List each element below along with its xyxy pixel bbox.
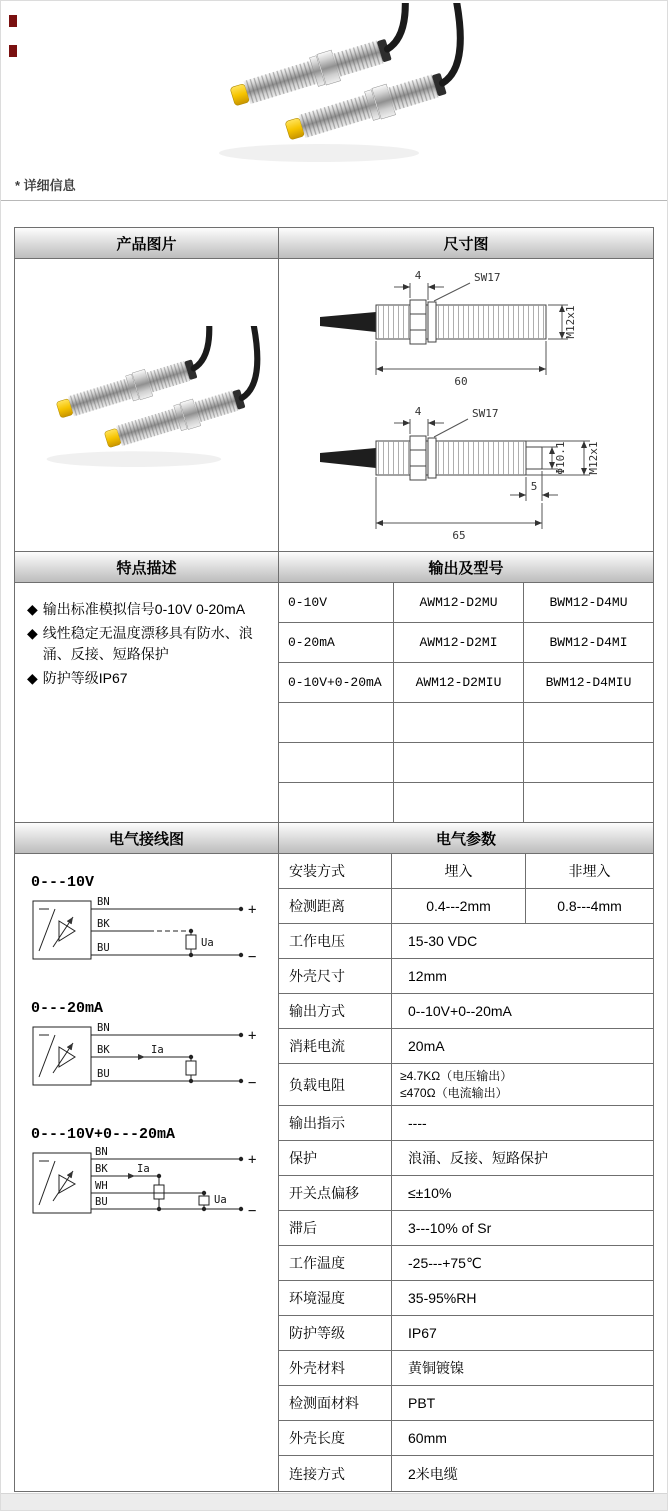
param-row [279,1029,653,1064]
terminal-plus-label: + [248,1152,257,1168]
model-row [279,783,653,822]
model-row [279,663,653,703]
sensor-photo-illustration-small [16,326,278,484]
diamond-bullet-icon: ◆ [27,670,38,686]
param-label: 连接方式 [279,1456,392,1491]
dimension-drawing-flush [306,265,626,397]
section2-body [15,583,653,823]
terminal-plus-label: + [248,1028,257,1044]
param-label: 防护等级 [279,1316,392,1350]
header-features: 特点描述 [15,552,279,582]
param-value: 0--10V+0--20mA [408,1003,512,1019]
diamond-bullet-icon: ◆ [27,625,38,641]
wire-label-bk: BK [95,1163,108,1175]
detail-info-label: * 详细信息 [15,178,76,193]
model-row [279,623,653,663]
wire-label-bu: BU [97,1068,110,1080]
load-resistor-shape [199,1196,209,1205]
param-label: 外壳长度 [279,1421,392,1455]
section3-header-row [15,823,653,854]
wiring-title-current: 0---20mA [31,1000,104,1017]
param-label: 负载电阻 [279,1064,392,1105]
dim-label-tip-length: 5 [530,480,538,493]
header-output-models: 输出及型号 [279,552,653,582]
model-number [524,743,653,782]
param-row [279,1421,653,1456]
param-value: -25---+75℃ [408,1254,482,1271]
param-value [392,1064,653,1105]
param-label: 消耗电流 [279,1029,392,1063]
load-resistor-shape [186,935,196,949]
load-resistor-shape [186,1061,196,1075]
wire-label-wh: WH [95,1180,108,1192]
page-footer-strip [1,1493,667,1510]
wiring-diagram-cell [15,854,279,1491]
model-number [394,743,524,782]
current-label-ia: Ia [151,1044,164,1056]
model-number: AWM12-D2MI [394,623,524,662]
feature-item [27,668,268,689]
feature-item [27,599,268,620]
param-row [279,1316,653,1351]
param-label: 检测面材料 [279,1386,392,1420]
param-label: 开关点偏移 [279,1176,392,1210]
param-label: 输出方式 [279,994,392,1028]
dim-label-gap: 4 [414,405,422,418]
param-row [279,924,653,959]
load-resistor-shape [154,1185,164,1199]
electrical-params-table [279,854,653,1491]
param-row [279,1064,653,1106]
param-value: 黄铜镀镍 [408,1360,464,1376]
dim-label-sw17: SW17 [474,271,501,284]
param-row [279,1176,653,1211]
feature-item [27,623,268,665]
header-wiring-diagram: 电气接线图 [15,823,279,853]
dim-label-length: 65 [452,529,466,542]
wire-label-bu: BU [95,1196,108,1208]
param-row [279,1386,653,1421]
dim-label-thread: M12x1 [587,441,600,475]
param-label: 输出指示 [279,1106,392,1140]
param-value: 0.8---4mm [557,898,622,914]
param-row [279,889,653,924]
dim-label-sw17: SW17 [472,407,499,420]
terminal-minus-label: − [248,1203,257,1219]
wire-label-bn: BN [95,1146,108,1158]
param-row [279,959,653,994]
spec-table [14,227,654,1492]
param-label: 检测距离 [279,889,392,923]
param-value: 20mA [408,1038,445,1054]
section1-body [15,259,653,552]
model-output-type: 0-10V+0-20mA [279,663,394,702]
param-value: IP67 [408,1325,437,1341]
param-value: 埋入 [392,854,526,888]
feature-text: 防护等级IP67 [42,670,128,686]
param-label: 工作温度 [279,1246,392,1280]
param-label: 滞后 [279,1211,392,1245]
section2-header-row [15,552,653,583]
model-row [279,703,653,743]
param-label: 外壳尺寸 [279,959,392,993]
param-value: 0.4---2mm [392,889,526,923]
param-label: 保护 [279,1141,392,1175]
sensor-photo-illustration [184,3,484,173]
red-bullet-marker [9,45,17,57]
param-label: 外壳材料 [279,1351,392,1385]
divider-line [1,200,667,201]
model-number [524,783,653,822]
terminal-minus-label: − [248,949,257,965]
param-value: PBT [408,1395,436,1411]
model-output-type: 0-10V [279,583,394,622]
sensing-tip-shape [526,447,542,469]
diamond-bullet-icon: ◆ [27,601,38,617]
terminal-plus-label: + [248,902,257,918]
features-cell [15,583,279,822]
wiring-title-combined: 0---10V+0---20mA [31,1126,176,1143]
param-row [279,1141,653,1176]
dim-label-tip-diameter: Φ10.1 [554,441,567,475]
param-value: 非埋入 [568,863,611,879]
model-number: AWM12-D2MIU [394,663,524,702]
product-image-cell [15,259,279,551]
model-number: AWM12-D2MU [394,583,524,622]
output-models-table [279,583,653,823]
param-row [279,1246,653,1281]
load-label-ua: Ua [214,1194,227,1206]
param-value: 15-30 VDC [408,933,478,949]
param-label: 安装方式 [279,854,392,888]
model-number [394,783,524,822]
param-row [279,1211,653,1246]
param-value: ---- [408,1115,427,1131]
model-output-type: 0-20mA [279,623,394,662]
param-row [279,994,653,1029]
model-number: BWM12-D4MI [549,635,628,650]
param-label: 环境湿度 [279,1281,392,1315]
model-output-type [279,783,394,822]
terminal-minus-label: − [248,1075,257,1091]
model-output-type [279,743,394,782]
wire-label-bn: BN [97,896,110,908]
param-value: 2米电缆 [408,1465,458,1482]
wire-label-bn: BN [97,1022,110,1034]
dim-label-gap: 4 [414,269,422,282]
wiring-diagram-combined [29,1145,264,1245]
wire-label-bk: BK [97,1044,110,1056]
load-label-ua: Ua [201,937,214,949]
param-value-line1: ≥4.7KΩ（电压输出） [400,1068,513,1083]
wiring-diagram-0-10v [29,893,264,985]
cable-shape [320,448,376,468]
header-dimension-diagram: 尺寸图 [279,228,653,258]
param-row [279,1456,653,1491]
model-number [394,703,524,742]
param-value-line2: ≤470Ω（电流输出） [400,1085,508,1100]
wiring-diagram-0-20ma [29,1019,264,1111]
hero-product-photo [1,1,667,173]
param-value: ≤±10% [408,1185,452,1201]
dimension-diagram-cell [279,259,653,551]
section3-body [15,854,653,1491]
wiring-title-voltage: 0---10V [31,874,95,891]
param-value: 3---10% of Sr [408,1220,492,1236]
param-row [279,1106,653,1141]
washer-shape [428,302,436,342]
red-bullet-marker [9,15,17,27]
hex-nut-shape [410,300,426,344]
section1-header-row [15,228,653,259]
current-label-ia: Ia [137,1163,150,1175]
header-electrical-params: 电气参数 [279,823,653,853]
param-label: 工作电压 [279,924,392,958]
param-row [279,1351,653,1386]
param-value: 12mm [408,968,447,984]
wire-label-bu: BU [97,942,110,954]
model-number [524,703,653,742]
cable-shape [320,312,376,332]
model-row [279,743,653,783]
dim-label-length: 60 [454,375,468,388]
header-product-image: 产品图片 [15,228,279,258]
washer-shape [428,438,436,478]
model-number: BWM12-D4MIU [545,675,632,690]
param-row [279,854,653,889]
model-number: BWM12-D4MU [549,595,628,610]
param-value: 60mm [408,1430,447,1446]
wire-label-bk: BK [97,918,110,930]
model-output-type [279,703,394,742]
hex-nut-shape [410,436,426,480]
dim-label-thread: M12x1 [564,305,577,339]
param-row [279,1281,653,1316]
param-value: 35-95%RH [408,1290,477,1306]
dimension-drawing-non-flush [306,403,626,549]
feature-text: 线性稳定无温度漂移具有防水、浪涌、反接、短路保护 [42,625,253,662]
feature-text: 输出标准模拟信号0-10V 0-20mA [42,601,246,617]
model-row [279,583,653,623]
param-value: 浪涌、反接、短路保护 [408,1150,548,1166]
